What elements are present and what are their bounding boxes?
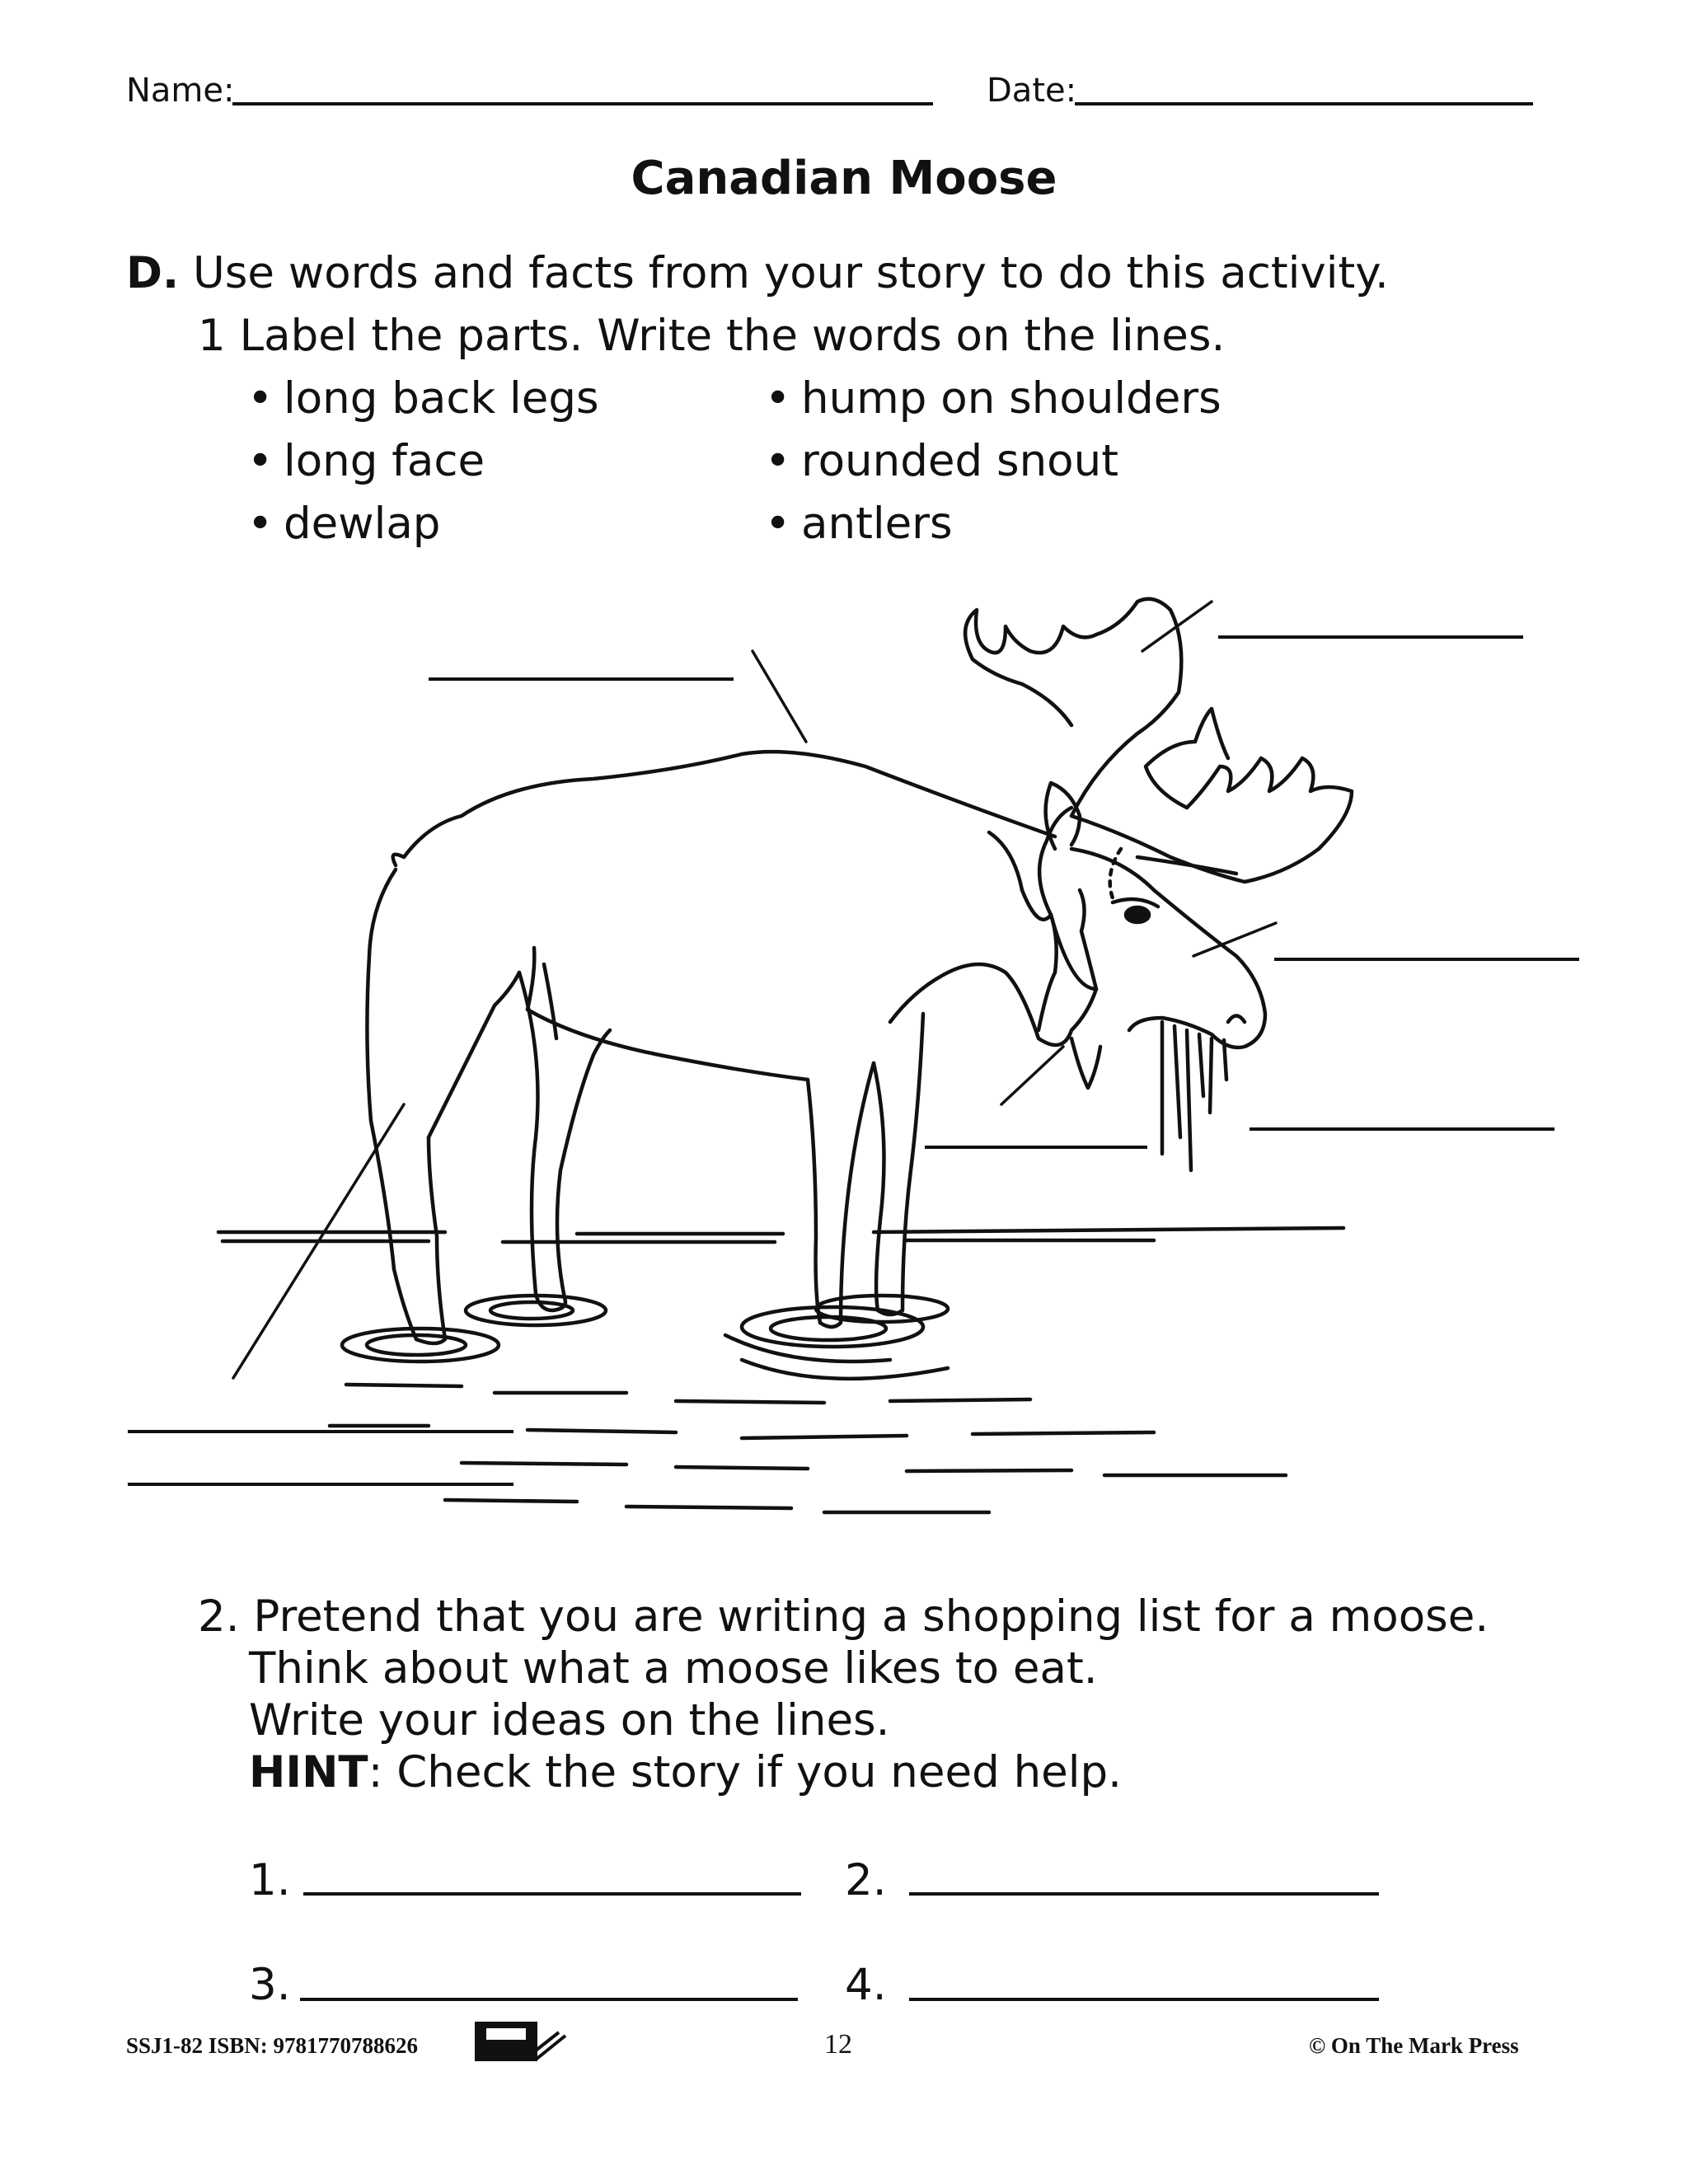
moose-head	[948, 783, 1265, 1170]
label-line-antlers[interactable]	[1218, 635, 1523, 639]
answer-line-4[interactable]	[909, 1998, 1379, 2001]
page-number: 12	[824, 2029, 852, 2060]
task2-hint	[249, 1746, 1122, 1799]
date-label: Date:	[987, 72, 1077, 110]
moose-body	[367, 752, 1055, 1343]
word-bank-item: • rounded snout	[765, 436, 1118, 486]
hint-text: : Check the story if you need help.	[368, 1747, 1122, 1797]
task2-line-2: Think about what a moose likes to eat.	[249, 1643, 1098, 1694]
answer-line-3[interactable]	[300, 1998, 798, 2001]
word-bank-item: • dewlap	[247, 499, 441, 549]
task1-prompt: 1 Label the parts. Write the words on the lines.	[198, 311, 1226, 361]
task2-line-1: 2. Pretend that you are writing a shopping list for a moose.	[198, 1591, 1489, 1642]
answer-number: 2.	[845, 1855, 887, 1905]
page-title: Canadian Moose	[631, 152, 1057, 205]
answer-number: 4.	[845, 1960, 887, 2010]
word-bank-item: • long face	[247, 436, 485, 486]
hint-label: HINT	[249, 1747, 368, 1797]
task2-line-3: Write your ideas on the lines.	[249, 1695, 890, 1746]
word-bank-item: • antlers	[765, 499, 953, 549]
label-line-dewlap[interactable]	[925, 1146, 1147, 1149]
section-instruction-text: Use words and facts from your story to do this activity.	[193, 248, 1389, 298]
word-bank-item: • hump on shoulders	[765, 373, 1221, 424]
footer-copyright: © On The Mark Press	[1309, 2033, 1519, 2058]
name-label: Name:	[126, 72, 235, 110]
answer-number: 3.	[249, 1960, 291, 2010]
section-letter: D.	[126, 248, 180, 298]
label-line-legs-2[interactable]	[128, 1483, 513, 1486]
word-bank-item: • long back legs	[247, 373, 599, 424]
water-illustration	[218, 1228, 1343, 1512]
label-line-snout[interactable]	[1250, 1127, 1554, 1131]
label-line-face[interactable]	[1274, 958, 1579, 961]
answer-line-2[interactable]	[909, 1892, 1379, 1896]
answer-number: 1.	[249, 1855, 291, 1905]
label-line-legs-1[interactable]	[128, 1430, 513, 1433]
label-line-hump[interactable]	[429, 677, 734, 681]
label-pointer-lines	[233, 602, 1276, 1378]
footer-code: SSJ1-82 ISBN: 9781770788626	[126, 2033, 419, 2058]
answer-line-1[interactable]	[303, 1892, 801, 1896]
